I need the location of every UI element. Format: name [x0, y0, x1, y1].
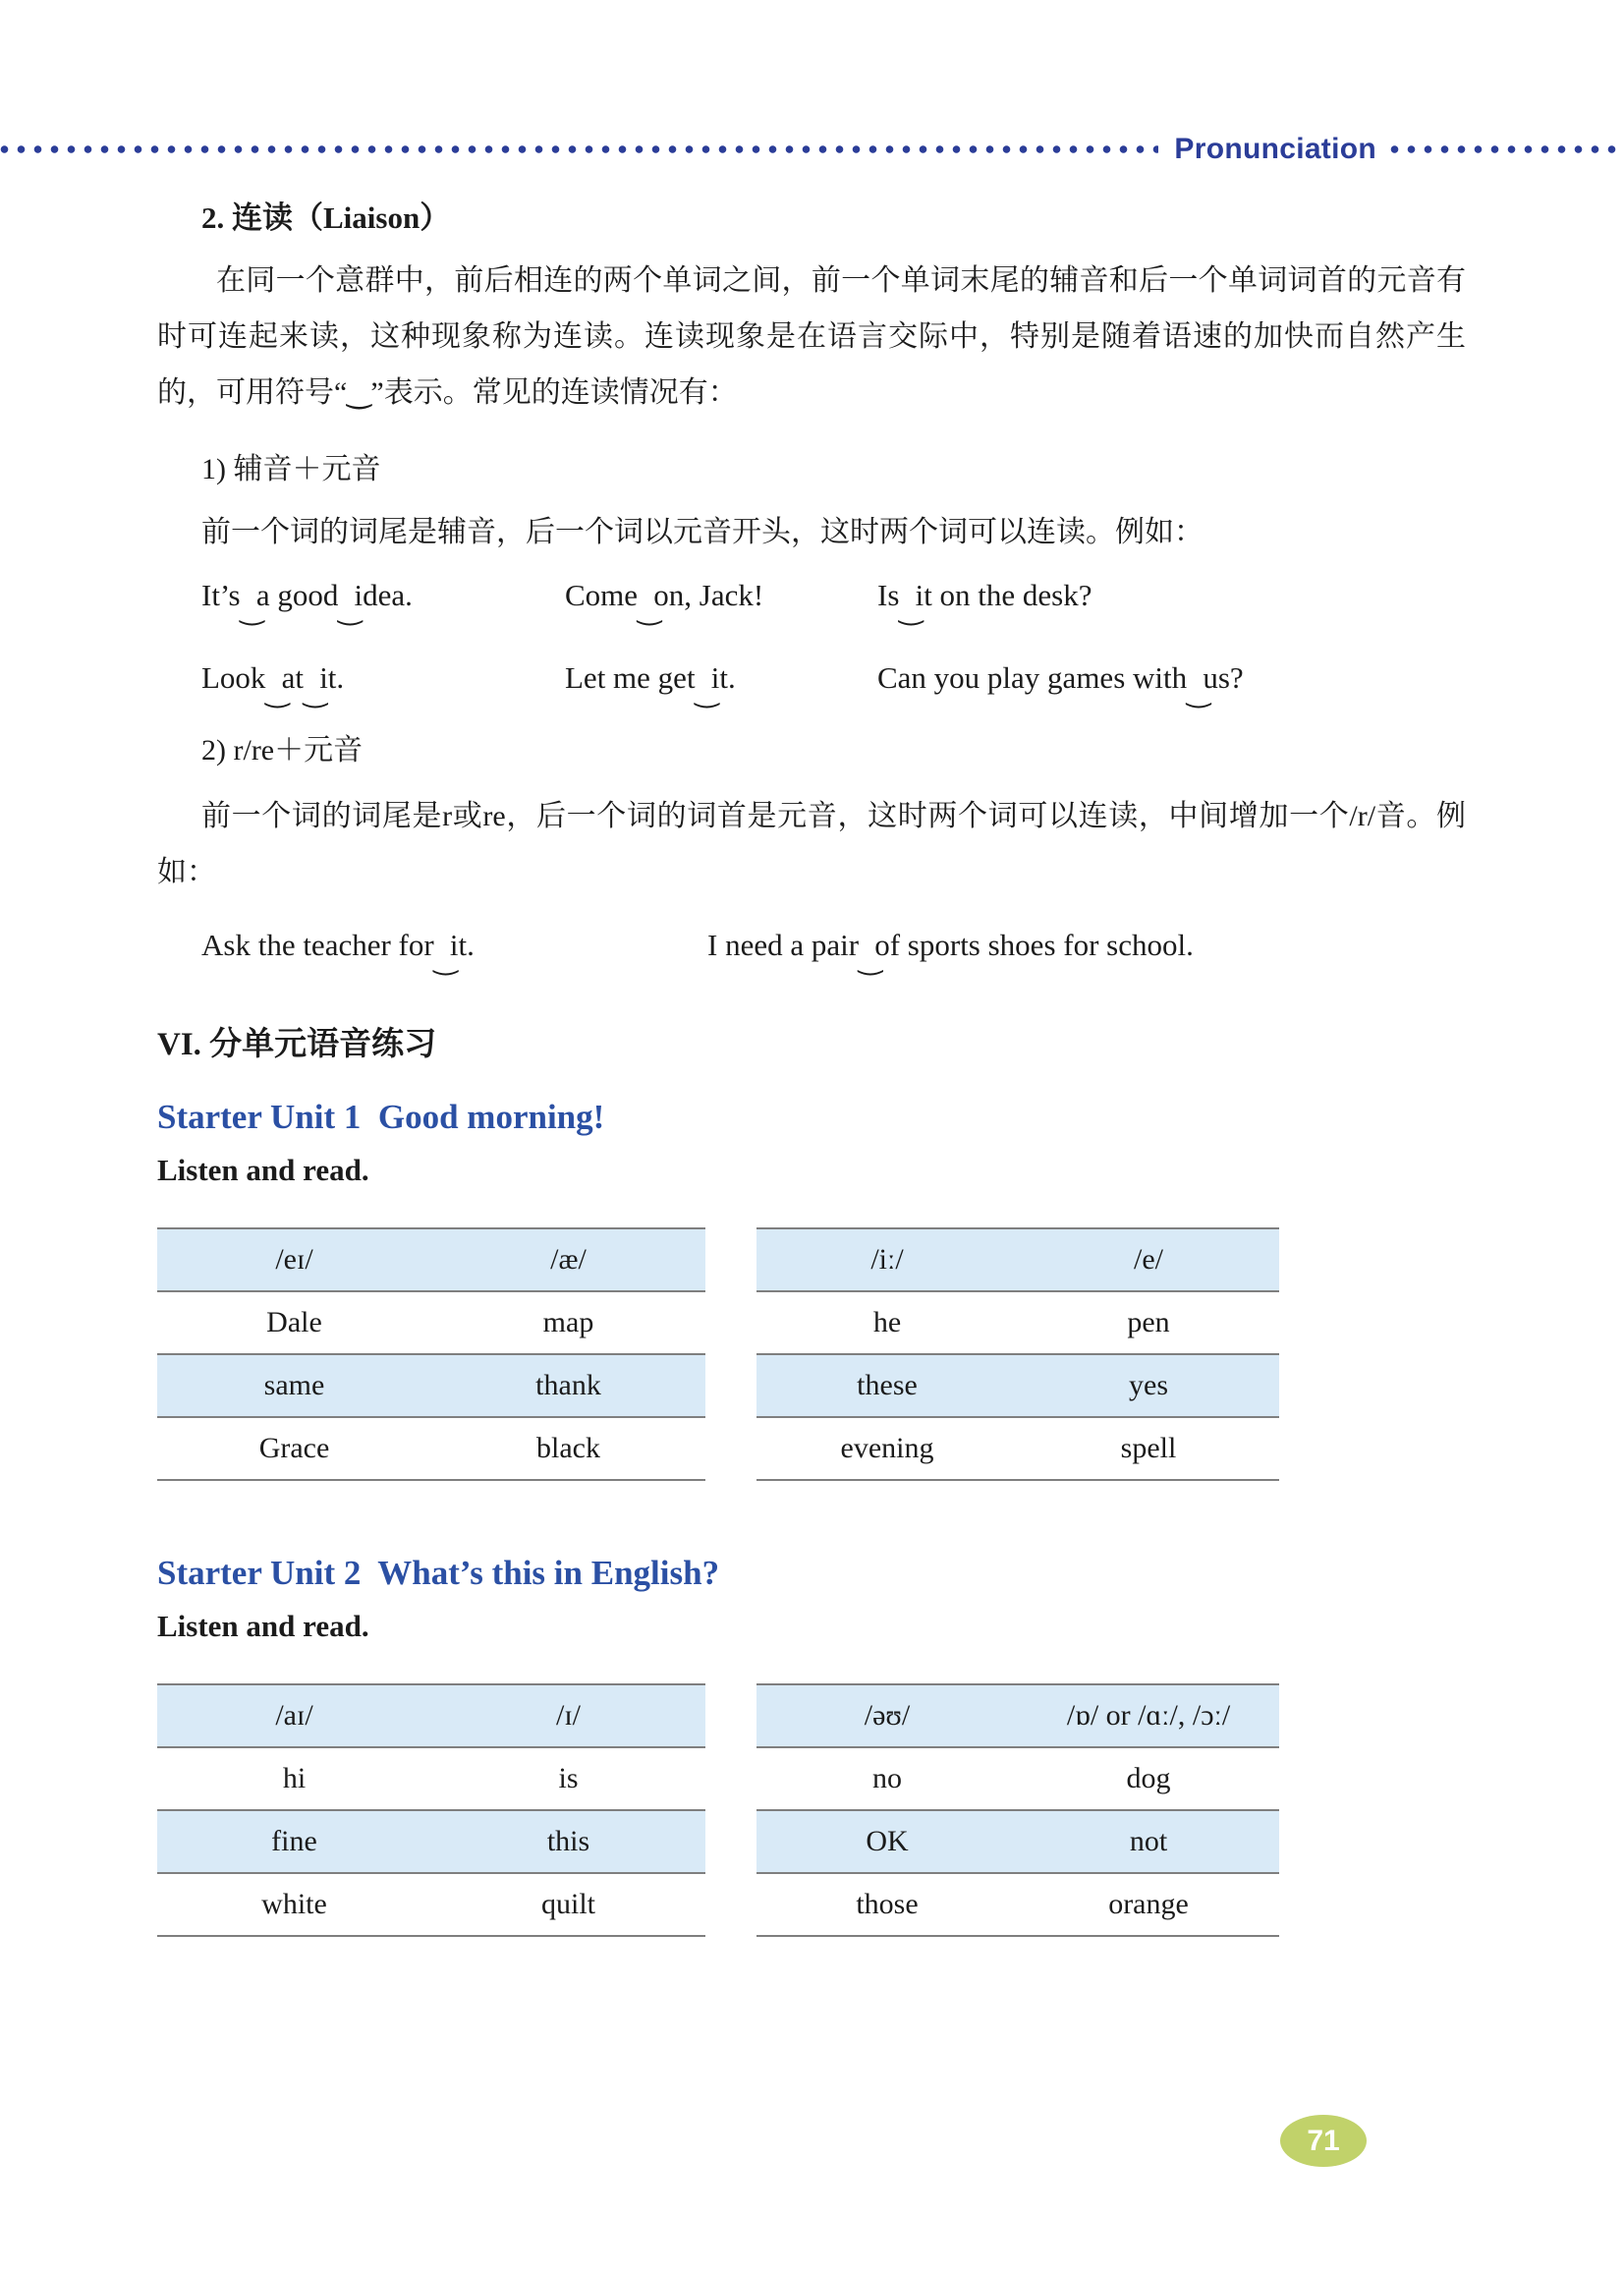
unit-2-tables	[157, 1683, 1466, 1937]
liaison-case1-heading: 1) 辅音＋元音	[201, 453, 381, 485]
header-rule	[0, 133, 1624, 165]
liaison-intro-paragraph: 在同一个意群中，前后相连的两个单词之间，前一个单词末尾的辅音和后一个单词词首的元音有时可连起来读，这种现象称为连读。连读现象是在语言交际中，特别是随着语速的加快而自然产生的，可用符号“‿”表示。常见的连读情况有：	[157, 264, 1466, 409]
phonics-table	[756, 1227, 1279, 1481]
unit-2-block	[157, 1554, 1466, 1937]
liaison-example: Is‿it on the desk?	[877, 578, 1092, 626]
liaison-examples-row1	[201, 578, 1466, 626]
liaison-example: It’s‿a good‿idea.	[201, 578, 413, 626]
liaison-example: Ask the teacher for‿it.	[201, 928, 475, 976]
liaison-example: Look‿at‿it.	[201, 660, 345, 709]
table-row	[756, 1418, 1279, 1481]
practice-section-heading: VI. 分单元语音练习	[157, 1027, 437, 1062]
dotted-rule-left	[0, 144, 1158, 154]
word-cell: Grace	[258, 1432, 330, 1464]
word-cell: quilt	[540, 1888, 595, 1920]
word-cell: orange	[1108, 1888, 1189, 1920]
table-row	[157, 1292, 705, 1355]
liaison-case2-desc: 前一个词的词尾是r或re，后一个词的词首是元音，这时两个词可以连读，中间增加一个/r/音。例如：	[157, 800, 1466, 888]
table-row	[756, 1748, 1279, 1811]
liaison-example: Come‿on, Jack!	[565, 578, 764, 626]
phonetic-header-cell: /əʊ/	[864, 1699, 911, 1732]
unit-1-title: Starter Unit 1 Good morning!	[157, 1098, 605, 1136]
unit-1-block	[157, 1098, 1466, 1481]
phonetic-header-cell: /e/	[1134, 1243, 1163, 1276]
word-cell: same	[263, 1369, 325, 1401]
unit-2-title: Starter Unit 2 What’s this in English?	[157, 1554, 720, 1592]
table-row	[756, 1874, 1279, 1937]
word-cell: map	[542, 1306, 594, 1338]
word-cell: hi	[282, 1762, 307, 1794]
dotted-rule-right	[1390, 144, 1624, 154]
table-row	[756, 1355, 1279, 1418]
unit-2-subtitle: Listen and read.	[157, 1609, 369, 1643]
word-cell: thank	[535, 1369, 601, 1401]
word-cell: OK	[866, 1825, 909, 1857]
unit-1-subtitle: Listen and read.	[157, 1153, 369, 1187]
phonics-table	[157, 1227, 705, 1481]
phonetic-header-cell: /æ/	[550, 1243, 587, 1276]
word-cell: white	[261, 1888, 327, 1920]
word-cell: is	[558, 1762, 579, 1794]
phonetic-header-cell: /ɪ/	[555, 1699, 581, 1732]
unit-1-tables	[157, 1227, 1466, 1481]
phonics-table	[157, 1683, 705, 1937]
phonetic-header-cell: /iː/	[870, 1243, 904, 1276]
liaison-examples-row2	[201, 660, 1466, 709]
phonetic-header-cell: /aɪ/	[275, 1699, 313, 1732]
word-cell: he	[872, 1306, 902, 1338]
liaison-case1-desc: 前一个词的词尾是辅音，后一个词以元音开头，这时两个词可以连读。例如：	[201, 516, 1204, 548]
word-cell: not	[1129, 1825, 1168, 1857]
word-cell: pen	[1127, 1306, 1170, 1338]
liaison-example: Let me get‿it.	[565, 660, 736, 709]
table-header-row	[157, 1229, 705, 1292]
table-row	[157, 1874, 705, 1937]
word-cell: spell	[1120, 1432, 1177, 1464]
word-cell: those	[856, 1888, 919, 1920]
word-cell: these	[857, 1369, 918, 1401]
word-cell: Dale	[266, 1306, 322, 1338]
liaison-case2-heading: 2) r/re＋元音	[201, 734, 364, 767]
table-header-row	[756, 1229, 1279, 1292]
word-cell: this	[546, 1825, 590, 1857]
liaison-examples-row3	[201, 928, 1466, 976]
table-row	[157, 1418, 705, 1481]
phonetic-header-cell: /eɪ/	[275, 1243, 313, 1276]
table-header-row	[756, 1685, 1279, 1748]
word-cell: fine	[271, 1825, 317, 1857]
table-row	[157, 1355, 705, 1418]
table-row	[756, 1292, 1279, 1355]
page-number-badge: 71	[1280, 2115, 1367, 2167]
phonetic-header-cell: /ɒ/ or /ɑː/, /ɔː/	[1066, 1699, 1231, 1732]
table-row	[756, 1811, 1279, 1874]
table-header-row	[157, 1685, 705, 1748]
liaison-example: Can you play games with‿us?	[877, 660, 1244, 709]
liaison-example: I need a pair‿of sports shoes for school.	[707, 928, 1194, 976]
word-cell: black	[536, 1432, 600, 1464]
pronunciation-header-label: Pronunciation	[1174, 133, 1376, 165]
liaison-section-heading: 2. 连读（Liaison）	[201, 200, 451, 235]
word-cell: evening	[840, 1432, 934, 1464]
word-cell: yes	[1129, 1369, 1168, 1401]
word-cell: no	[872, 1762, 902, 1794]
page-content	[157, 193, 1466, 1937]
table-row	[157, 1748, 705, 1811]
table-row	[157, 1811, 705, 1874]
phonics-table	[756, 1683, 1279, 1937]
word-cell: dog	[1126, 1762, 1171, 1794]
